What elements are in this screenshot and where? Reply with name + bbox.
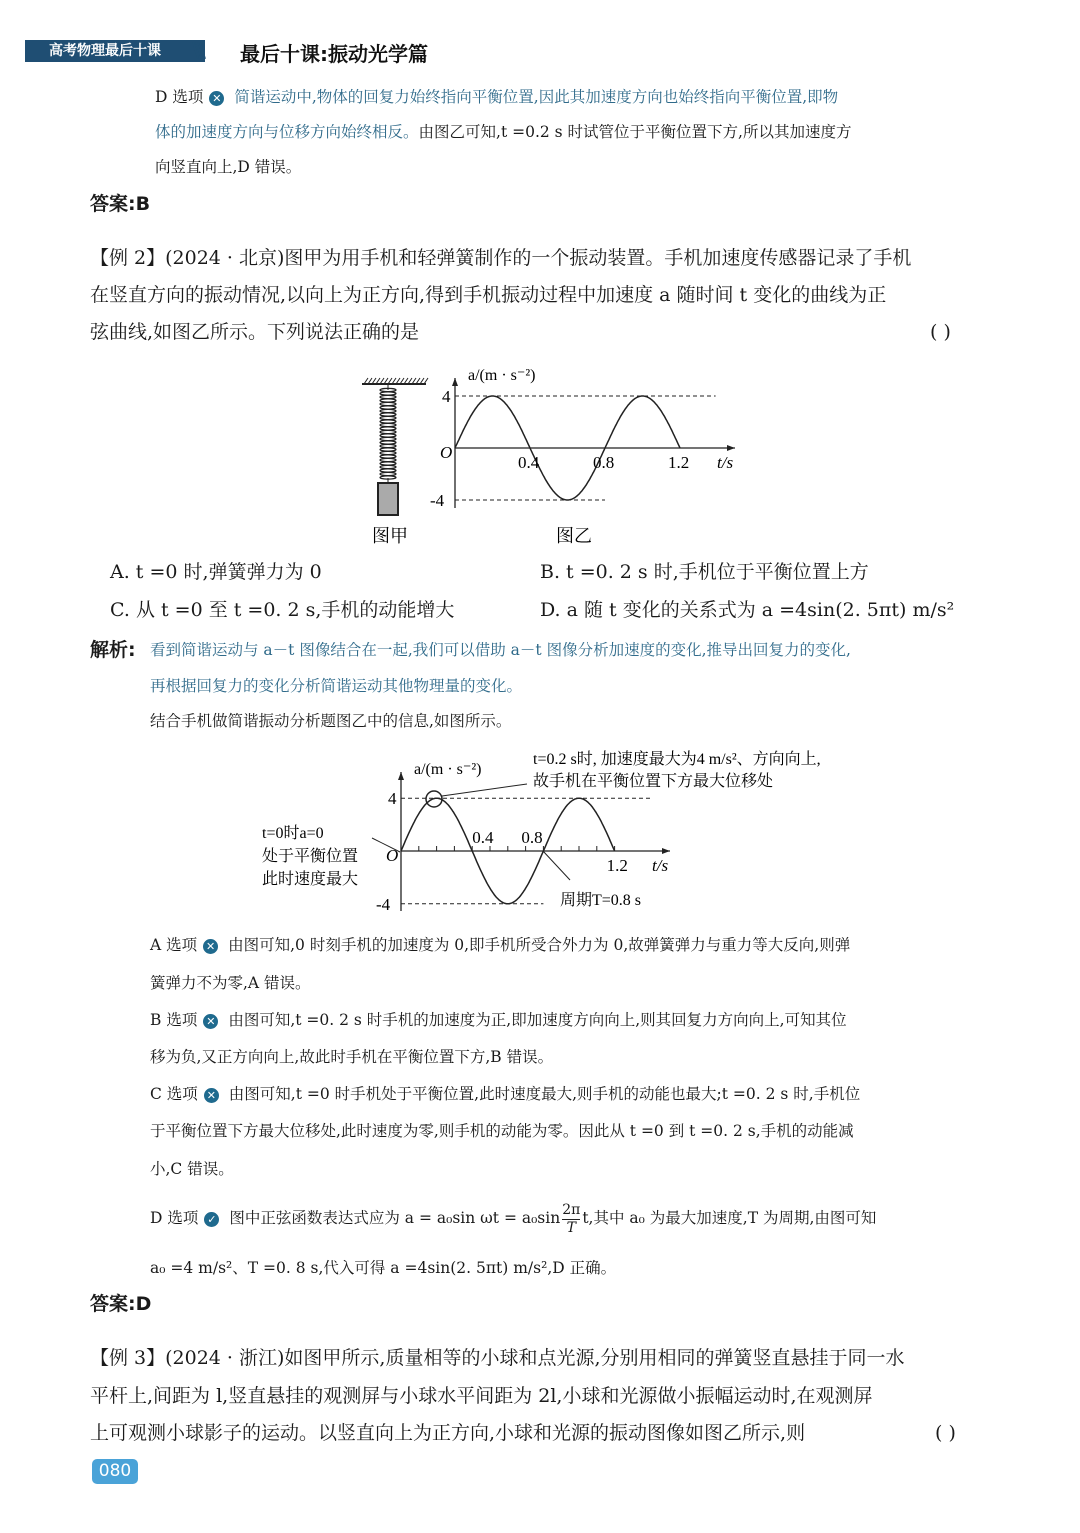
option-b: B. t =0. 2 s 时,手机位于平衡位置上方 bbox=[540, 561, 869, 583]
leader-line bbox=[543, 851, 570, 880]
a-axis-arrow bbox=[398, 772, 404, 780]
note-period: 周期T=0.8 s bbox=[560, 892, 642, 909]
a-option-line2: 簧弹力不为零,A 错误。 bbox=[150, 974, 311, 992]
wrong-icon: ✕ bbox=[203, 1014, 218, 1029]
option-label: B 选项 bbox=[150, 1011, 198, 1029]
denominator: T bbox=[566, 1219, 576, 1236]
leader-line bbox=[442, 784, 527, 796]
example2-line1: 【例 2】(2024 · 北京)图甲为用手机和轻弹簧制作的一个振动装置。手机加速度传感器记录了手机 bbox=[90, 247, 912, 269]
analysis-line2: 再根据回复力的变化分析简谐运动其他物理量的变化。 bbox=[150, 677, 523, 695]
example2-line2: 在竖直方向的振动情况,以向上为正方向,得到手机振动过程中加速度 a 随时间 t 变化的曲线为正 bbox=[90, 284, 887, 306]
answer-b: 答案:B bbox=[90, 193, 151, 215]
origin-label: O bbox=[386, 846, 399, 865]
answer-d: 答案:D bbox=[90, 1293, 152, 1315]
caption-b: 图乙 bbox=[556, 526, 592, 546]
note-top-2: 故手机在平衡位置下方最大位移处 bbox=[533, 773, 774, 790]
b-option-line2: 移为负,又正方向向上,故此时手机在平衡位置下方,B 错误。 bbox=[150, 1048, 554, 1066]
option-a: A. t =0 时,弹簧弹力为 0 bbox=[110, 561, 322, 583]
x-tick-label: 1.2 bbox=[606, 856, 628, 875]
y-tick-4: 4 bbox=[442, 387, 451, 406]
option-label: C 选项 bbox=[150, 1085, 198, 1103]
option-label: A 选项 bbox=[150, 936, 198, 954]
c-option-line1 bbox=[150, 1084, 860, 1104]
t-axis-arrow bbox=[662, 848, 670, 854]
check-icon: ✓ bbox=[204, 1212, 219, 1227]
page-title: 最后十课:振动光学篇 bbox=[240, 42, 428, 66]
y-tick-4: 4 bbox=[388, 789, 397, 809]
note-left-2: 处于平衡位置 bbox=[262, 848, 359, 865]
analysis-label: 解析: bbox=[90, 639, 136, 661]
x-tick-label: 0.8 bbox=[521, 828, 543, 847]
prev-d-line3: 向竖直向上,D 错误。 bbox=[155, 158, 302, 176]
text: 由图可知,t =0 时手机处于平衡位置,此时速度最大,则手机的动能也最大;t =0. 2 s 时,手机位 bbox=[228, 1085, 861, 1103]
note-left-3: 此时速度最大 bbox=[262, 871, 359, 888]
x-axis-label: t/s bbox=[652, 856, 669, 875]
d-option-line2: a₀ =4 m/s²、T =0. 8 s,代入可得 a =4sin(2. 5πt) m/s²,D 正确。 bbox=[150, 1259, 617, 1277]
a-option-line1 bbox=[150, 935, 850, 955]
example3-line3: 上可观测小球影子的运动。以竖直向上为正方向,小球和光源的振动图像如图乙所示,则 bbox=[90, 1422, 806, 1444]
x-tick-label: 0.8 bbox=[593, 453, 615, 472]
d-option-line1 bbox=[150, 1200, 876, 1237]
caption-a: 图甲 bbox=[372, 526, 408, 546]
text: t,其中 a₀ 为最大加速度,T 为周期,由图可知 bbox=[582, 1209, 877, 1227]
option-label: D 选项 bbox=[155, 88, 204, 106]
x-tick-label: 0.4 bbox=[518, 453, 540, 472]
wrong-icon: ✕ bbox=[209, 91, 224, 106]
c-option-line3: 小,C 错误。 bbox=[150, 1160, 234, 1178]
text: 由图可知,0 时刻手机的加速度为 0,即手机所受合外力为 0,故弹簧弹力与重力等大反向,则弹 bbox=[228, 936, 851, 954]
page-number: 080 bbox=[92, 1459, 138, 1484]
y-axis-label: a/(m · s⁻²) bbox=[468, 367, 536, 384]
option-d: D. a 随 t 变化的关系式为 a =4sin(2. 5πt) m/s² bbox=[540, 599, 955, 621]
example3-line2: 平杆上,间距为 l,竖直悬挂的观测屏与小球水平间距为 2l,小球和光源做小振幅运动时,在观测屏 bbox=[90, 1385, 873, 1407]
example2-line3: 弦曲线,如图乙所示。下列说法正确的是 bbox=[90, 321, 420, 343]
analysis-line1: 看到简谐运动与 a－t 图像结合在一起,我们可以借助 a－t 图像分析加速度的变化,推导出回复力的变化, bbox=[150, 641, 851, 659]
analysis-line3: 结合手机做简谐振动分析题图乙中的信息,如图所示。 bbox=[150, 712, 512, 730]
b-option-line1 bbox=[150, 1010, 847, 1030]
c-option-line2: 于平衡位置下方最大位移处,此时速度为零,则手机的动能为零。因此从 t =0 到 t =0. 2 s,手机的动能减 bbox=[150, 1122, 854, 1140]
answer-bracket: ( ) bbox=[930, 321, 951, 343]
note-top-1: t=0.2 s时, 加速度最大为4 m/s²、方向向上, bbox=[533, 751, 821, 768]
text: 由图可知,t =0. 2 s 时手机的加速度为正,即加速度方向向上,则其回复力方向向上,可知其位 bbox=[228, 1011, 847, 1029]
example3-line1: 【例 3】(2024 · 浙江)如图甲所示,质量相等的小球和点光源,分别用相同的弹簧竖直悬挂于同一水 bbox=[90, 1347, 905, 1369]
x-tick-label: 0.4 bbox=[472, 828, 494, 847]
wrong-icon: ✕ bbox=[204, 1088, 219, 1103]
origin-label: O bbox=[440, 443, 453, 462]
x-axis-label: t/s bbox=[717, 453, 734, 472]
numerator: 2π bbox=[562, 1201, 581, 1218]
wrong-icon: ✕ bbox=[203, 939, 218, 954]
text: 由图乙可知,t =0.2 s 时试管位于平衡位置下方,所以其加速度方 bbox=[418, 123, 852, 141]
option-label: D 选项 bbox=[150, 1209, 199, 1227]
y-tick-neg4: -4 bbox=[430, 491, 445, 510]
text: 图中正弦函数表达式应为 a = a₀sin ωt = a₀sin bbox=[229, 1209, 561, 1227]
slash-decoration: \\\ bbox=[192, 38, 202, 62]
y-tick-neg4: -4 bbox=[376, 894, 391, 914]
series-band: 高考物理最后十课 bbox=[25, 40, 205, 62]
text: 简谐运动中,物体的回复力始终指向平衡位置,因此其加速度方向也始终指向平衡位置,即物 bbox=[234, 88, 839, 106]
fraction bbox=[562, 1202, 580, 1237]
example3-bracket: ( ) bbox=[935, 1422, 956, 1444]
x-tick-label: 1.2 bbox=[668, 453, 690, 472]
option-c: C. 从 t =0 至 t =0. 2 s,手机的动能增大 bbox=[110, 599, 455, 621]
text: 体的加速度方向与位移方向始终相反。 bbox=[155, 123, 419, 141]
note-left-1: t=0时a=0 bbox=[262, 825, 324, 842]
y-axis-label: a/(m · s⁻²) bbox=[414, 761, 482, 778]
